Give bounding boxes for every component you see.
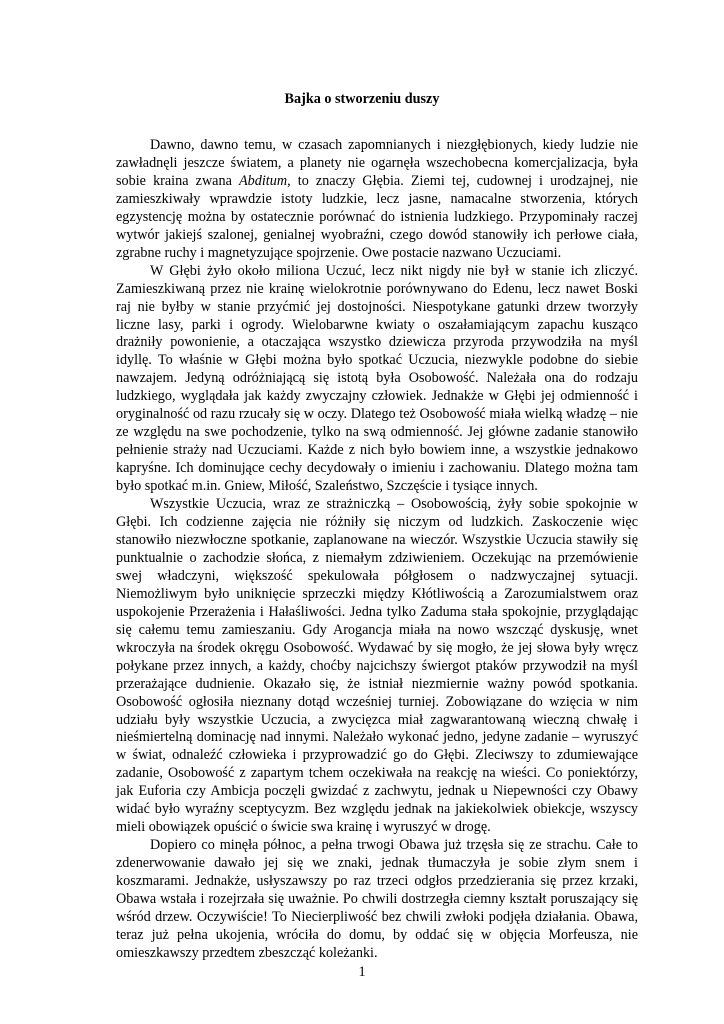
document-body bbox=[116, 137, 638, 963]
paragraph-2: W Głębi żyło około miliona Uczuć, lecz nikt nigdy nie był w stanie ich zliczyć. Zamieszkiwaną przez nie krainę wielokrotnie porównywano do Edenu, lecz nawet Boski raj nie byłby w stanie przyćmić jej dostojności. Niespotykane gatunki drzew tworzyły liczne lasy, parki i ogrody. Wielobarwne kwiaty o oszałamiającym zapachu kusząco drażniły powonienie, a otaczająca wszystko dziewicza przyroda przywodziła na myśl idyllę. To właśnie w Głębi można było spotkać Uczucia, niezwykle podobne do siebie nawzajem. Jedyną odróżniającą się istotą była Osobowość. Należała ona do rodzaju ludzkiego, wyglądała jak każdy zwyczajny człowiek. Jednakże w Głębi jej odmienność i oryginalność od razu rzucały się w oczy. Dlatego też Osobowość miała wielką władzę – nie ze względu na swe pochodzenie, tylko na swą odmienność. Jej główne zadanie stanowiło pełnienie straży nad Uczuciami. Każde z nich było bowiem inne, a wszystkie jednakowo kapryśne. Ich dominujące cechy decydowały o imieniu i zachowaniu. Dlatego można tam było spotkać m.in. Gniew, Miłość, Szaleństwo, Szczęście i tysiące innych. bbox=[116, 262, 638, 495]
italic-word-abditum: Abditum bbox=[239, 172, 288, 189]
page-number: 1 bbox=[358, 964, 366, 980]
paragraph-3: Wszystkie Uczucia, wraz ze strażniczką – Osobowością, żyły sobie spokojnie w Głębi. Ich codzienne zajęcia nie różniły się niczym od ludzkich. Zaskoczenie więc stanowiło niezwłoczne spotkanie, zaplanowane na wieczór. Wszystkie Uczucia stawiły się punktualnie o zachodzie słońca, z niemałym zdziwieniem. Oczekując na przemówienie swej władczyni, większość spekulowała półgłosem o nadzwyczajnej sytuacji. Niemożliwym było uniknięcie sprzeczki między Kłótliwością a Zarozumialstwem oraz uspokojenie Przerażenia i Hałaśliwości. Jedna tylko Zaduma stała spokojnie, przyglądając się całemu temu zamieszaniu. Gdy Arogancja miała na nowo wszcząć dyskusję, wnet wkroczyła na środek okręgu Osobowość. Wydawać by się mogło, że jej słowa były wręcz połykane przez innych, a każdy, choćby najcichszy świergot ptaków przywodził na myśl przerażające dudnienie. Okazało się, że istniał niezmiernie ważny powód spotkania. Osobowość ogłosiła nieznany dotąd wcześniej turniej. Zobowiązane do wzięcia w nim udziału były wszystkie Uczucia, a zwycięzca miał zagwarantowaną wieczną chwałę i nieśmiertelną dominację nad innymi. Należało wykonać jedno, jedyne zadanie – wyruszyć w świat, odnaleźć człowieka i przyprowadzić go do Głębi. Zleciwszy to zdumiewające zadanie, Osobowość z zapartym tchem oczekiwała na reakcję na wieści. Co poniektórzy, jak Euforia czy Ambicja poczęli gwizdać z zachwytu, jednak u Niepewności czy Obawy widać było wyraźny sceptycyzm. Bez względu jednak na jakiekolwiek obiekcje, wszyscy mieli obowiązek opuścić o świcie swa krainę i wyruszyć w drogę. bbox=[116, 496, 638, 836]
paragraph-1-text-end: , to znaczy Głębia. Ziemi tej, cudownej i urodzajnej, nie zamieszkiwały wprawdzie istoty ludzkie, lecz jasne, namacalne stworzenia, których egzystencję można by ostatecznie porównać do istnienia ludzkiego. Przypominały raczej wytwór jakiejś szalonej, genialnej wyobraźni, czego dowód stanowiły ich perłowe ciała, zgrabne ruchy i magnetyzujące spojrzenie. Owe postacie nazwano Uczuciami. bbox=[116, 172, 638, 261]
paragraph-1-text-start: Dawno, dawno temu, w czasach zapomnianych i niezgłębionych, kiedy ludzie nie zawładnęli jeszcze światem, a planety nie ogarnęła wszechobecna komercjalizacja, była sobie kraina zwana bbox=[116, 137, 638, 189]
paragraph-4: Dopiero co minęła północ, a pełna trwogi Obawa już trzęsła się ze strachu. Całe to zdenerwowanie dawało jej się we znaki, jednak tłumaczyła je sobie złym snem i koszmarami. Jednakże, usłyszawszy po raz trzeci odgłos przedzierania się przez krzaki, Obawa wstała i rozejrzała się uważnie. Po chwili dostrzegła ciemny kształt poruszający się wśród drzew. Oczywiście! To Niecierpliwość bez chwili zwłoki podjęła działania. Obawa, teraz już pełna ukojenia, wróciła do domu, by oddać się w objęcia Morfeusza, nie omieszkawszy przedtem zbeszcząć koleżanki. bbox=[116, 837, 638, 961]
paragraph-1 bbox=[116, 137, 638, 263]
document-title: Bajka o stworzeniu duszy bbox=[284, 91, 440, 107]
